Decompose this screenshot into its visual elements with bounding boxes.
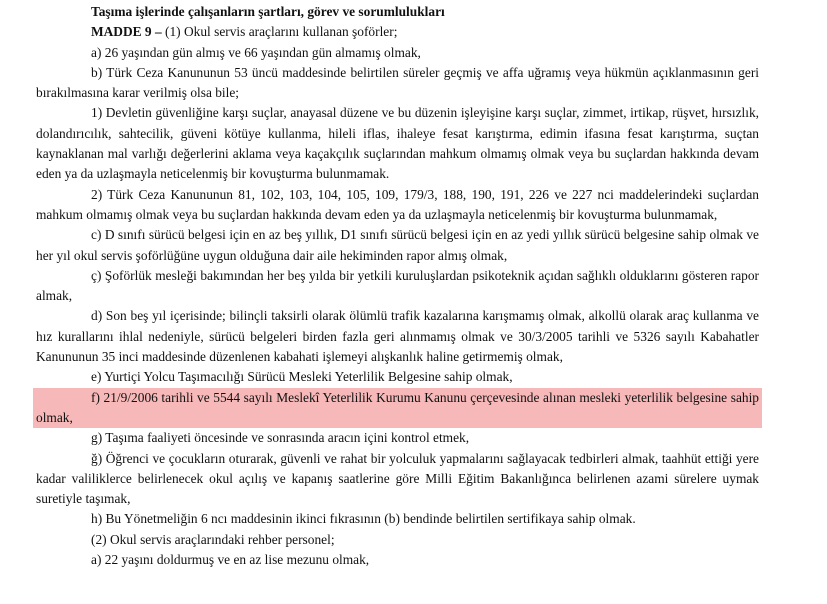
paragraph-a: a) 26 yaşından gün almış ve 66 yaşından gün almamış olmak, — [91, 44, 421, 60]
paragraph-2: (2) Okul servis araçlarındaki rehber personel; — [91, 531, 335, 547]
paragraph-b-1: 1) Devletin güvenliğine karşı suçlar, anayasal düzene ve bu düzenin işleyişine karşı suçlar, zimmet, irtikap, rüşvet, hırsızlık, dolandırıcılık, sahtecilik, güveni kötüye kullanma, hileli iflas, ihaleye fesat karıştırma, edimin ifasına fesat karıştırma, suçtan kaynaklanan mal varlığı değerlerini aklama veya kaçakçılık suçlarından mahkum olmamış olmak veya bu suçlardan hakkında devam eden ya da uzlaşmayla neticelenmiş bir kovuşturma bulunmamak. — [36, 105, 759, 182]
article-intro: (1) Okul servis araçlarını kullanan şoförler; — [161, 24, 398, 40]
paragraph-b-2: 2) Türk Ceza Kanununun 81, 102, 103, 104, 105, 109, 179/3, 188, 190, 191, 226 ve 227 nci maddelerindeki suçlardan mahkum olmamış olmak veya bu suçlardan hakkında devam eden ya da uzlaşmayla neticelenmiş bir kovuşturma bulunmamak, — [36, 186, 759, 222]
paragraph-d: d) Son beş yıl içerisinde; bilinçli taksirli olarak ölümlü trafik kazalarına karışmamış olmak, alkollü olarak araç kullanma ve hız kurallarını ihlal nedeniyle, sürücü belgeleri birden fazla geri alınmamış olmak ve 30/3/2005 tarihli ve 5326 sayılı Kabahatler Kanununun 35 inci maddesinde düzenlenen kabahati işlemeyi alışkanlık haline getirmemiş olmak, — [36, 308, 759, 365]
paragraph-g: g) Taşıma faaliyeti öncesinde ve sonrasında aracın içini kontrol etmek, — [91, 430, 470, 446]
article-first-line — [36, 22, 759, 42]
document-body — [36, 2, 759, 570]
article-label: MADDE 9 – — [91, 24, 162, 40]
paragraph-c-cedilla: ç) Şoförlük mesleği bakımından her beş yılda bir yetkili kuruluşlardan psikoteknik açıdan sağlıklı olduklarını gösteren rapor almak, — [36, 267, 759, 304]
paragraph-g-breve: ğ) Öğrenci ve çocukların oturarak, güvenli ve rahat bir yolculuk yapmalarını sağlayacak tedbirleri almak, taahhüt ettiği yere kadar valiliklerce belirlenecek okul açılış ve kapanış saatlerine göre Milli Eğitim Bakanlığınca belirlenen azami sürelere uymak suretiyle taşımak, — [36, 450, 759, 507]
paragraph-b: b) Türk Ceza Kanununun 53 üncü maddesinde belirtilen süreler geçmiş ve affa uğramış veya hükmün açıklanmasının geri bırakılmasına karar verilmiş olsa bile; — [36, 64, 759, 101]
paragraph-c: c) D sınıfı sürücü belgesi için en az beş yıllık, D1 sınıfı sürücü belgesi için en az yedi yıllık sürücü belgesine sahip olmak ve her yıl okul servis şoförlüğüne uygun olduğuna dair aile hekiminden rapor almış olmak, — [36, 227, 759, 263]
paragraph-e: e) Yurtiçi Yolcu Taşımacılığı Sürücü Mesleki Yeterlilik Belgesine sahip olmak, — [91, 369, 513, 385]
highlighted-paragraph-f: f) 21/9/2006 tarihli ve 5544 sayılı Meslekî Yeterlilik Kurumu Kanunu çerçevesinde alınan mesleki yeterlilik belgesine sahip olmak, — [33, 388, 762, 429]
paragraph-2-a: a) 22 yaşını doldurmuş ve en az lise mezunu olmak, — [91, 552, 370, 568]
section-heading: Taşıma işlerinde çalışanların şartları, görev ve sorumlulukları — [91, 4, 445, 19]
paragraph-h: h) Bu Yönetmeliğin 6 ncı maddesinin ikinci fıkrasının (b) bendinde belirtilen sertifikaya sahip olmak. — [91, 511, 636, 527]
